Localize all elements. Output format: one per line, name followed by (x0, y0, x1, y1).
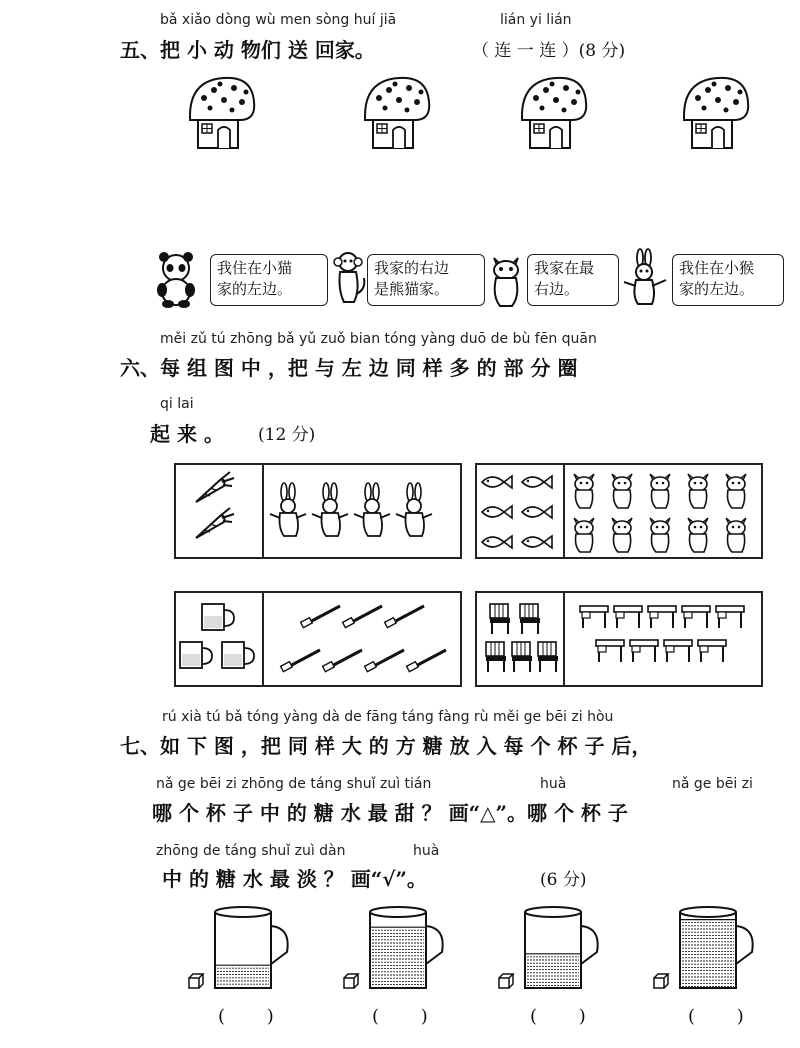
q6-title-line1: 六、每 组 图 中 ，把 与 左 边 同 样 多 的 部 分 圈 (120, 356, 578, 380)
chair-icon (486, 598, 566, 688)
answer-paren-3[interactable]: ( ) (530, 1006, 604, 1027)
q6-pinyin-line2: qi lai (160, 396, 194, 412)
bubble-rabbit-line2: 家的左边。 (679, 280, 755, 298)
cup-4-icon (654, 907, 753, 988)
q7-title-line3: 中 的 糖 水 最 淡 ？ 画“√”。 (162, 867, 427, 891)
bubble-monkey (367, 254, 485, 306)
bubble-panda-line1: 我住在小猫 (217, 259, 293, 277)
q7-title-line2: 哪 个 杯 子 中 的 糖 水 最 甜 ？ 画“△”。哪 个 杯 子 (152, 801, 628, 825)
cup-1-icon (189, 907, 288, 988)
carrot-icon (190, 472, 250, 552)
bubble-panda-line2: 家的左边。 (217, 280, 293, 298)
bubble-panda (210, 254, 328, 306)
q7-pinyin-line2-hua: huà (540, 776, 567, 792)
q5-title: 五、把 小 动 物们 送 回家。 (120, 38, 375, 62)
cat-grid (568, 468, 758, 558)
answer-paren-4[interactable]: ( ) (688, 1006, 762, 1027)
q7-title-line1: 七、如 下 图 ，把 同 样 大 的 方 糖 放 入 每 个 杯 子 后， (120, 734, 652, 758)
cup-row (0, 900, 800, 1000)
fish-icon (480, 468, 560, 558)
house-3-icon (522, 78, 586, 148)
toothbrush-icon (272, 600, 452, 680)
sugar-cube-icon (654, 974, 668, 988)
bubble-cat-line1: 我家在最 (534, 259, 595, 277)
bubble-cat-line2: 右边。 (534, 280, 580, 298)
bubble-monkey-line2: 是熊猫家。 (374, 280, 450, 298)
q7-pinyin-line3-hua: huà (413, 843, 440, 859)
sugar-cube-icon (189, 974, 203, 988)
answer-paren-1[interactable]: ( ) (218, 1006, 292, 1027)
sugar-cube-icon (344, 974, 358, 988)
q5-pinyin: bǎ xiǎo dòng wù men sòng huí jiā (160, 12, 397, 28)
monkey-icon (330, 250, 370, 310)
rabbit-icon (622, 250, 672, 310)
bubble-cat (527, 254, 619, 306)
q5-note: （ 连 一 连 ）(8 分) (472, 41, 626, 61)
q7-pinyin-line3: zhōng de táng shuǐ zuì dàn (156, 843, 346, 859)
q7-pinyin-line1: rú xià tú bǎ tóng yàng dà de fāng táng fàng rù měi ge bēi zi hòu (162, 709, 614, 725)
house-2-icon (365, 78, 429, 148)
house-4-icon (684, 78, 748, 148)
cup-3-icon (499, 907, 598, 988)
desk-icon (576, 606, 756, 686)
cat-icon (488, 252, 528, 312)
house-row (0, 70, 800, 230)
answer-paren-2[interactable]: ( ) (372, 1006, 446, 1027)
sugar-cube-icon (499, 974, 513, 988)
q6-pinyin-line1: měi zǔ tú zhōng bǎ yǔ zuǒ bian tóng yàng duō de bù fēn quān (160, 331, 597, 347)
q5-pinyin-2: lián yi lián (500, 12, 572, 28)
q7-pinyin-line2: nǎ ge bēi zi zhōng de táng shuǐ zuì tián (156, 776, 432, 792)
panda-icon (152, 252, 212, 312)
q6-title-line2: 起 来 。 (150, 422, 224, 446)
bubble-monkey-line1: 我家的右边 (374, 259, 450, 277)
q6-score: (12 分) (258, 425, 316, 445)
bubble-rabbit-line1: 我住在小猴 (679, 259, 755, 277)
mug-icon (180, 600, 260, 680)
bubble-rabbit (672, 254, 784, 306)
q7-score: (6 分) (540, 870, 587, 890)
q7-pinyin-line2-tail: nǎ ge bēi zi (672, 776, 753, 792)
cup-2-icon (344, 907, 443, 988)
rabbit-row (270, 480, 450, 550)
house-1-icon (190, 78, 254, 148)
